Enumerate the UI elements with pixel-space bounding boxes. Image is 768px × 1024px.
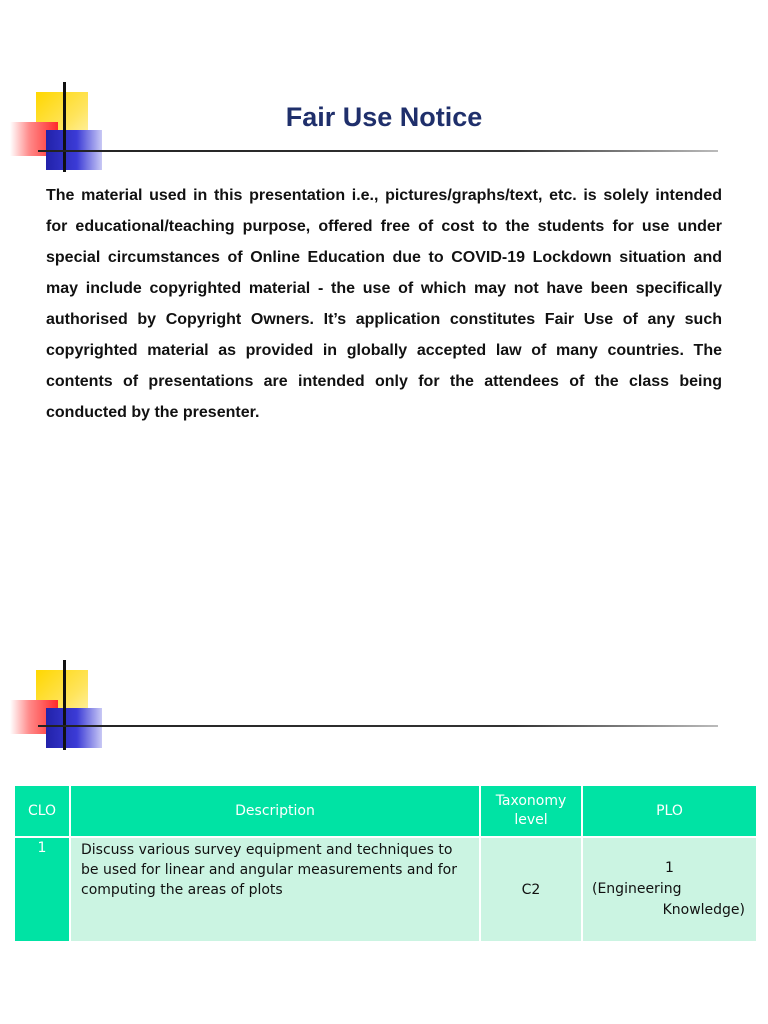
header-description: Description	[70, 785, 480, 837]
slide-title: Fair Use Notice	[285, 102, 483, 132]
plo-label-line1: (Engineering	[592, 881, 682, 897]
decoration-blue-square	[46, 708, 102, 748]
header-taxonomy-line1: Taxonomy	[495, 793, 567, 809]
title-underline	[38, 150, 718, 152]
header-plo: PLO	[582, 785, 757, 837]
header-taxonomy-line2: level	[514, 812, 548, 828]
plo-number: 1	[665, 860, 674, 876]
cell-taxonomy: C2	[480, 837, 582, 942]
table-row	[14, 837, 757, 942]
cell-clo: 1	[14, 837, 70, 942]
slide-clo-table	[0, 640, 768, 1024]
title-underline	[38, 725, 718, 727]
cell-description: Discuss various survey equipment and techniques to be used for linear and angular measurements and for computing the areas of plots	[70, 837, 480, 942]
header-clo: CLO	[14, 785, 70, 837]
header-taxonomy	[480, 785, 582, 837]
corner-decoration	[0, 660, 120, 760]
decoration-vertical-line	[63, 660, 66, 750]
table-header-row	[14, 785, 757, 837]
clo-table	[13, 784, 758, 943]
notice-text: The material used in this presentation i.e., pictures/graphs/text, etc. is solely intended for educational/teaching purpose, offered free of cost to the students for use under special circumstances of Online Education due to COVID-19 Lockdown situation and may include copyrighted material - the use of which may not have been specifically authorised by Copyright Owners. It’s application constitutes Fair Use of any such copyrighted material as provided in globally accepted law of many countries. The contents of presentations are intended only for the attendees of the class being conducted by the presenter.	[46, 187, 722, 421]
plo-label-line2: Knowledge)	[662, 902, 745, 918]
cell-plo	[582, 837, 757, 942]
